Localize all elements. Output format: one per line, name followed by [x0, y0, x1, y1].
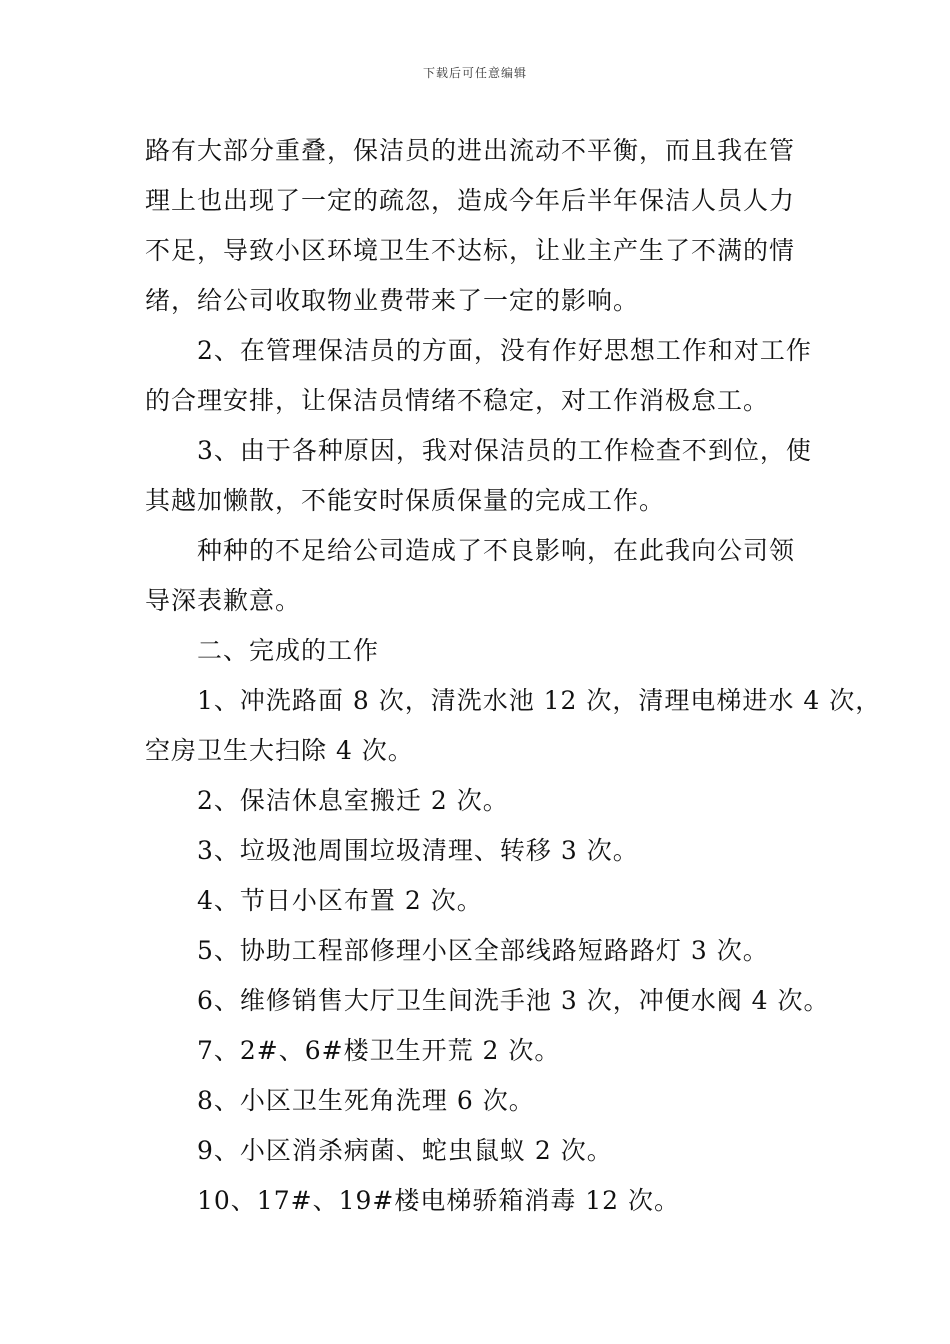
- text-line: 3、垃圾池周围垃圾清理、转移 3 次。: [197, 836, 639, 865]
- section-heading: [145, 626, 815, 676]
- text-line: 1、冲洗路面 8 次，清洗水池 12 次，清理电梯进水 4 次，: [197, 686, 882, 715]
- list-item-6: [145, 976, 830, 1026]
- page-header-note: 下载后可任意编辑: [422, 66, 527, 80]
- text-line: 不足，导致小区环境卫生不达标，让业主产生了不满的情: [145, 236, 796, 265]
- list-item-2: [145, 776, 815, 826]
- section-title: 二、完成的工作: [197, 636, 380, 665]
- text-line: 2、保洁休息室搬迁 2 次。: [197, 786, 509, 815]
- document-body: [145, 126, 882, 1226]
- text-line: 8、小区卫生死角洗理 6 次。: [197, 1086, 535, 1115]
- list-item-1: [145, 676, 882, 776]
- text-line: 5、协助工程部修理小区全部线路短路路灯 3 次。: [197, 936, 769, 965]
- paragraph-1: [145, 126, 815, 326]
- text-line: 绪，给公司收取物业费带来了一定的影响。: [145, 286, 640, 315]
- text-line: 9、小区消杀病菌、蛇虫鼠蚁 2 次。: [197, 1136, 613, 1165]
- list-item-10: [145, 1176, 815, 1226]
- text-line: 其越加懒散，不能安时保质保量的完成工作。: [145, 486, 666, 515]
- text-line: 理上也出现了一定的疏忽，造成今年后半年保洁人员人力: [145, 186, 796, 215]
- list-item-8: [145, 1076, 815, 1126]
- paragraph-3: [145, 426, 815, 526]
- list-item-7: [145, 1026, 815, 1076]
- paragraph-4: [145, 526, 815, 626]
- text-line: 的合理安排，让保洁员情绪不稳定，对工作消极怠工。: [145, 386, 770, 415]
- text-line: 空房卫生大扫除 4 次。: [145, 736, 414, 765]
- list-item-9: [145, 1126, 815, 1176]
- list-item-4: [145, 876, 815, 926]
- text-line: 10、17#、19#楼电梯骄箱消毒 12 次。: [197, 1186, 681, 1215]
- paragraph-2: [145, 326, 815, 426]
- list-item-5: [145, 926, 815, 976]
- list-item-3: [145, 826, 815, 876]
- text-line: 7、2#、6#楼卫生开荒 2 次。: [197, 1036, 561, 1065]
- text-line: 导深表歉意。: [145, 586, 302, 615]
- text-line: 种种的不足给公司造成了不良影响，在此我向公司领: [197, 536, 796, 565]
- text-line: 3、由于各种原因，我对保洁员的工作检查不到位，使: [197, 436, 812, 465]
- text-line: 4、节日小区布置 2 次。: [197, 886, 483, 915]
- text-line: 2、在管理保洁员的方面，没有作好思想工作和对工作: [197, 336, 812, 365]
- text-line: 路有大部分重叠，保洁员的进出流动不平衡，而且我在管: [145, 136, 796, 165]
- text-line: 6、维修销售大厅卫生间洗手池 3 次，冲便水阀 4 次。: [197, 986, 830, 1015]
